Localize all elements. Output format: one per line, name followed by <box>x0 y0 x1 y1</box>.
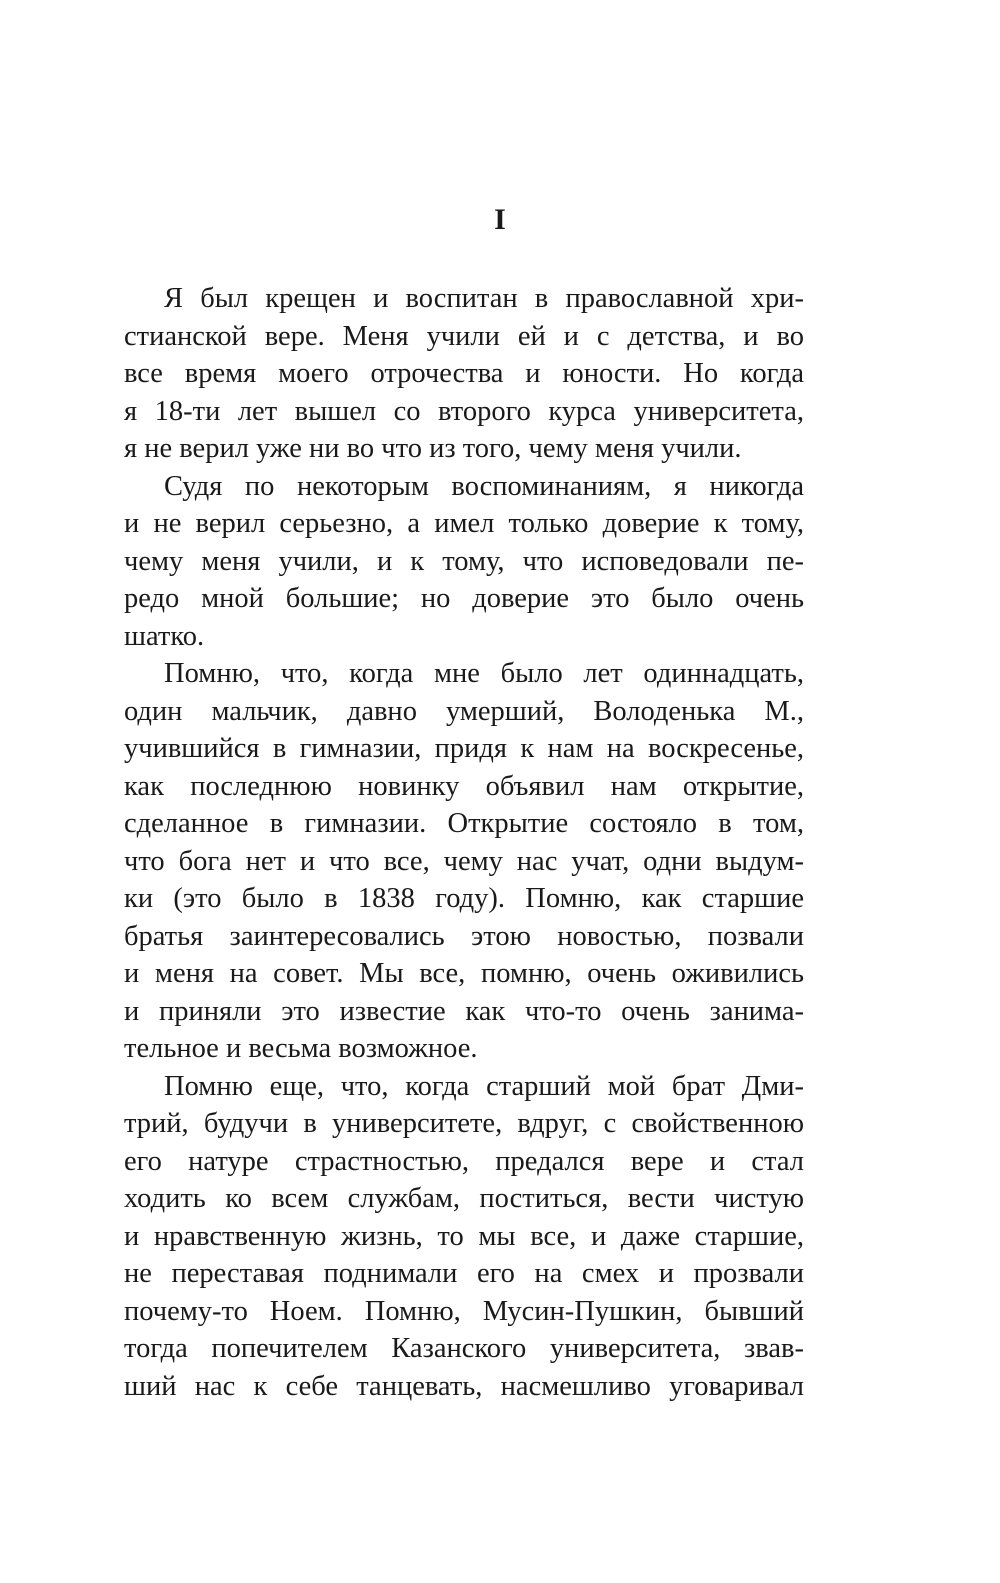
text-line: ший нас к себе танцевать, насмешливо уговаривал <box>124 1370 804 1402</box>
paragraph <box>124 280 804 468</box>
text-line: трий, будучи в университете, вдруг, с свойственною <box>124 1108 804 1139</box>
paragraph <box>124 468 804 656</box>
text-line: тогда попечителем Казанского университета, звав- <box>124 1333 804 1364</box>
text-line: все время моего отрочества и юности. Но когда <box>124 358 804 389</box>
text-line: Судя по некоторым воспоминаниям, я никогда <box>164 470 804 502</box>
text-line: как последнюю новинку объявил нам открытие, <box>124 770 804 802</box>
text-line: один мальчик, давно умерший, Володенька М., <box>124 695 804 727</box>
text-line: и не верил серьезно, а имел только доверие к тому, <box>124 508 804 539</box>
text-line: и нравственную жизнь, то мы все, и даже старшие, <box>124 1220 804 1252</box>
text-line: шатко. <box>124 620 205 652</box>
text-line: и приняли это известие как что-то очень занима- <box>124 995 804 1027</box>
text-line: тельное и весьма возможное. <box>124 1033 478 1064</box>
text-line: ходить ко всем службам, поститься, вести чистую <box>124 1183 804 1214</box>
chapter-number: I <box>494 203 506 236</box>
text-line: Помню, что, когда мне было лет одиннадцать, <box>164 658 804 689</box>
text-line: стианской вере. Меня учили ей и с детства, и во <box>124 320 804 352</box>
text-line: чему меня учили, и к тому, что исповедовали пе- <box>124 545 804 577</box>
text-line: Я был крещен и воспитан в православной хри- <box>164 283 804 314</box>
text-line: учившийся в гимназии, придя к нам на воскресенье, <box>124 733 804 764</box>
text-line: его натуре страстностью, предался вере и стал <box>124 1145 804 1177</box>
text-line: и меня на совет. Мы все, помню, очень оживились <box>124 958 804 989</box>
text-line: сделанное в гимназии. Открытие состояло в том, <box>124 808 804 839</box>
text-line: ки (это было в 1838 году). Помню, как старшие <box>124 883 804 914</box>
text-line: что бога нет и что все, чему нас учат, одни выдум- <box>124 845 804 877</box>
text-line: не переставая поднимали его на смех и прозвали <box>124 1258 804 1289</box>
text-line: редо мной большие; но доверие это было очень <box>124 583 804 614</box>
paragraph <box>124 655 804 1068</box>
paragraph <box>124 1068 804 1406</box>
text-line: я не верил уже ни во что из того, чему меня учили. <box>124 433 742 464</box>
text-line: почему-то Ноем. Помню, Мусин-Пушкин, бывший <box>124 1295 804 1327</box>
text-line: я 18-ти лет вышел со второго курса университета, <box>124 395 804 427</box>
text-line: братья заинтересовались этою новостью, позвали <box>124 920 804 952</box>
text-line: Помню еще, что, когда старший мой брат Дми- <box>164 1070 804 1102</box>
body-text <box>124 280 804 1405</box>
